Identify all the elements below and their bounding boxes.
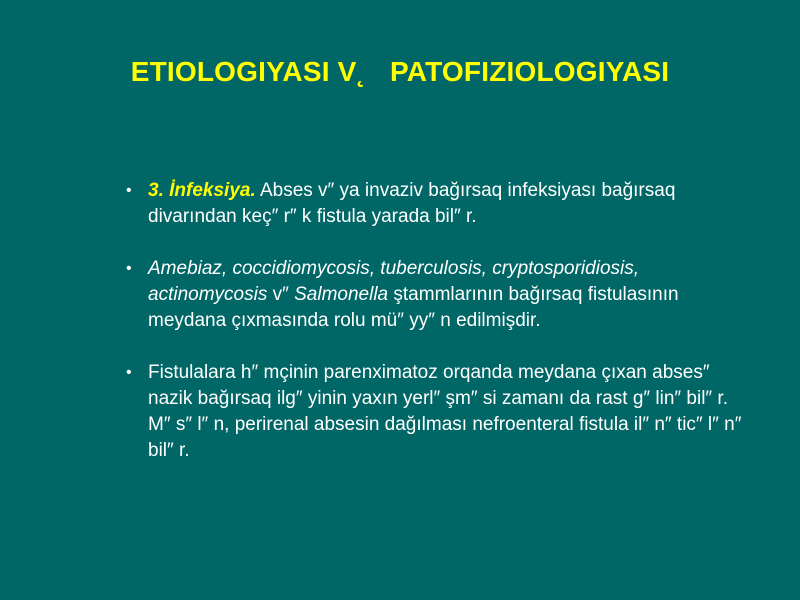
bullet-highlight: 3. İnfeksiya. — [148, 180, 256, 201]
slide-title: ETIOLOGIYASI V˛ PATOFIZIOLOGIYASI — [130, 56, 670, 87]
bullet-icon: • — [126, 260, 132, 277]
bullet-item-pathogens — [126, 256, 746, 334]
bullet-item-infection — [126, 178, 746, 230]
bullet-italic-pathogens: Amebiaz, coccidiomycosis, tuberculosis, cryptosporidiosis, actinomycosis — [148, 258, 640, 305]
bullet-text: Abses v″ ya invaziv bağırsaq infeksiyası bağırsaq divarından keç″ r″ k fistula yarada bil″ r. — [148, 180, 676, 227]
bullet-icon: • — [126, 364, 132, 381]
bullet-icon: • — [126, 182, 132, 199]
bullet-text: v″ — [267, 284, 295, 305]
bullet-list — [126, 178, 746, 464]
bullet-text: ştammlarının bağırsaq fistulasının meydana çıxmasında rolu mü″ yy″ n edilmişdir. — [148, 284, 679, 331]
bullet-italic-salmonella: Salmonella — [294, 284, 389, 305]
bullet-item-fistulas — [126, 360, 746, 464]
bullet-text: Fistulalara h″ mçinin parenximatoz orqanda meydana çıxan abses″ nazik bağırsaq ilg″ yinin yaxın yerl″ şm″ si zamanı da rast g″ lin″ bil″ r. M″ s″ l″ n, perirenal absesin dağılması nefroenteral fistula il″ n″ tic″ l″ n″ bil″ r. — [148, 362, 742, 461]
